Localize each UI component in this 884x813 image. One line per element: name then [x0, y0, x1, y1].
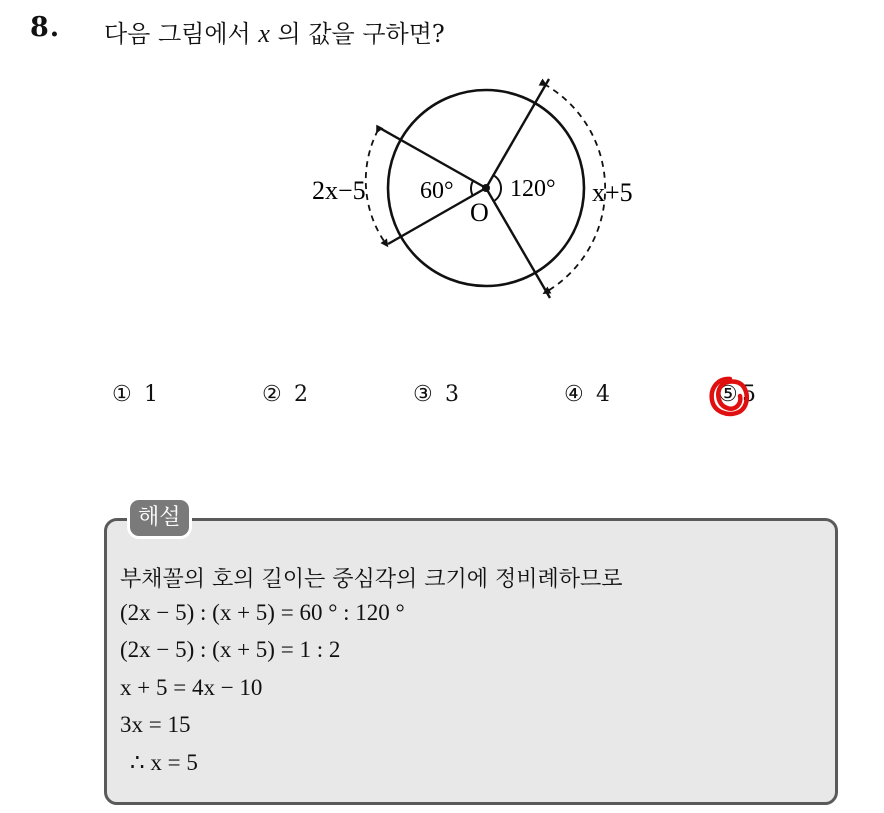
figure-svg [300, 70, 660, 306]
solution-line-2: (2x − 5) : (x + 5) = 60 ° : 120 ° [120, 600, 405, 625]
angle-label-120: 120° [510, 176, 556, 202]
arc-arrow-left [366, 130, 386, 244]
choice-4[interactable] [564, 382, 610, 407]
question-text-after: 의 값을 구하면? [269, 20, 445, 48]
choice-2-mark: ② [262, 382, 282, 407]
choice-2-value: 2 [294, 382, 308, 407]
choice-1-mark: ① [112, 382, 132, 407]
solution-title: 해설 [130, 500, 189, 536]
choice-2[interactable] [262, 382, 308, 407]
question-text [104, 14, 445, 49]
choice-1-value: 1 [144, 382, 158, 407]
choice-3-value: 3 [445, 382, 459, 407]
center-label: O [470, 198, 489, 227]
question-number: 8. [30, 12, 61, 43]
solution-line-6: ∴ x = 5 [130, 750, 198, 775]
question-text-before: 다음 그림에서 [104, 20, 259, 48]
answer-mark-circle [706, 374, 752, 420]
arc-label-right: x+5 [592, 178, 633, 207]
choice-5-value: 5 [742, 382, 756, 407]
solution-line-4: x + 5 = 4x − 10 [120, 675, 263, 700]
arc-label-left: 2x−5 [312, 176, 366, 205]
choice-1[interactable] [112, 382, 158, 407]
angle-mark-left [471, 181, 473, 196]
center-point [482, 184, 490, 192]
solution-line-1: 부채꼴의 호의 길이는 중심각의 크기에 정비례하므로 [120, 567, 623, 592]
question-variable: x [258, 19, 270, 48]
solution-line-3: (2x − 5) : (x + 5) = 1 : 2 [120, 637, 341, 662]
circle-sector-figure [300, 70, 660, 306]
choice-3-mark: ③ [413, 382, 433, 407]
angle-mark-right [493, 175, 501, 201]
choice-4-value: 4 [596, 382, 610, 407]
choice-4-mark: ④ [564, 382, 584, 407]
solution-line-5: 3x = 15 [120, 712, 191, 737]
choice-5-mark: ⑤ [718, 382, 738, 407]
choice-3[interactable] [413, 382, 459, 407]
angle-label-60: 60° [420, 178, 454, 204]
